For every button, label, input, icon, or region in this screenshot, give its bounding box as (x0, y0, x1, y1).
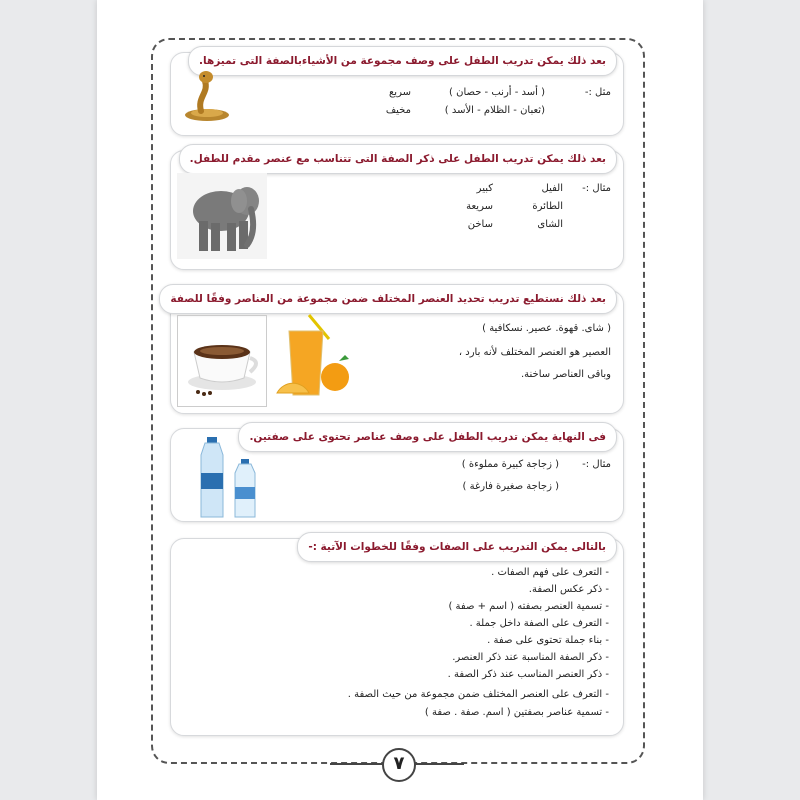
big-bottle-description: ( زجاجة كبيرة مملوءة ) (461, 459, 559, 470)
section-card-5 (170, 538, 624, 736)
row1-items: ( أسد - أرنب - حصان ) (449, 87, 545, 98)
odd-one-explanation: العصير هو العنصر المختلف لأنه بارد ، (458, 347, 611, 358)
row2-items: (ثعبان - الظلام - الأسد ) (444, 105, 545, 116)
step-4: - التعرف على الصفة داخل جملة . (469, 618, 609, 629)
step-6: - ذكر الصفة المناسبة عند ذكر العنصر. (452, 652, 609, 663)
section-card-1 (170, 52, 624, 136)
trait-3: ساخن (467, 219, 493, 230)
section-card-2 (170, 150, 624, 270)
step-2: - ذكر عكس الصفة. (528, 584, 609, 595)
example-label-2: مثال :- (582, 183, 611, 194)
step-1: - التعرف على فهم الصفات . (491, 567, 609, 578)
step-3: - تسمية العنصر بصفته ( اسم + صفة ) (448, 601, 609, 612)
step-7: - ذكر العنصر المناسب عند ذكر الصفة . (447, 669, 609, 680)
trait-2: سريعة (466, 201, 493, 212)
section-heading-3: بعد ذلك نستطيع تدريب تحديد العنصر المختلف ضمن مجموعة من العناصر وفقًا للصفة (159, 284, 617, 314)
section-heading-2: بعد ذلك يمكن تدريب الطفل على ذكر الصفة التى تتناسب مع عنصر مقدم للطفل. (179, 144, 617, 174)
elephant-icon (177, 173, 267, 259)
item-2: الطائرة (532, 201, 563, 212)
page-number: ٧ (382, 748, 416, 782)
coffee-cup-icon (177, 315, 267, 407)
row2-trait: مخيف (385, 105, 411, 116)
step-5: - بناء جملة تحتوى على صفة . (487, 635, 609, 646)
remaining-items-note: وباقى العناصر ساخنة. (520, 369, 611, 380)
trait-1: كبير (476, 183, 493, 194)
orange-juice-icon (269, 311, 359, 405)
section-card-3 (170, 290, 624, 414)
section-heading-5: بالتالى يمكن التدريب على الصفات وفقًا للخطوات الآتية :- (297, 532, 617, 562)
example-label-1: مثل :- (584, 87, 611, 98)
small-bottle-description: ( زجاجة صغيرة فارغة ) (462, 481, 559, 492)
snake-icon (179, 67, 237, 123)
section-heading-1: بعد ذلك يمكن تدريب الطفل على وصف مجموعة من الأشياءبالصفة التى تميزها. (188, 46, 617, 76)
example-label-4: مثال :- (582, 459, 611, 470)
item-3: الشاى (537, 219, 563, 230)
section-heading-4: فى النهاية يمكن تدريب الطفل على وصف عناصر تحتوى على صفتين. (238, 422, 617, 452)
item-1: الفيل (541, 183, 563, 194)
items-list: ( شاى. قهوة. عصير. نسكافية ) (482, 323, 611, 334)
step-9: - تسمية عناصر بصفتين ( اسم. صفة . صفة ) (424, 707, 609, 718)
water-bottles-icon (195, 435, 265, 519)
row1-trait: سريع (388, 87, 411, 98)
step-8: - التعرف على العنصر المختلف ضمن مجموعة من حيث الصفة . (347, 689, 609, 700)
section-card-4 (170, 428, 624, 522)
